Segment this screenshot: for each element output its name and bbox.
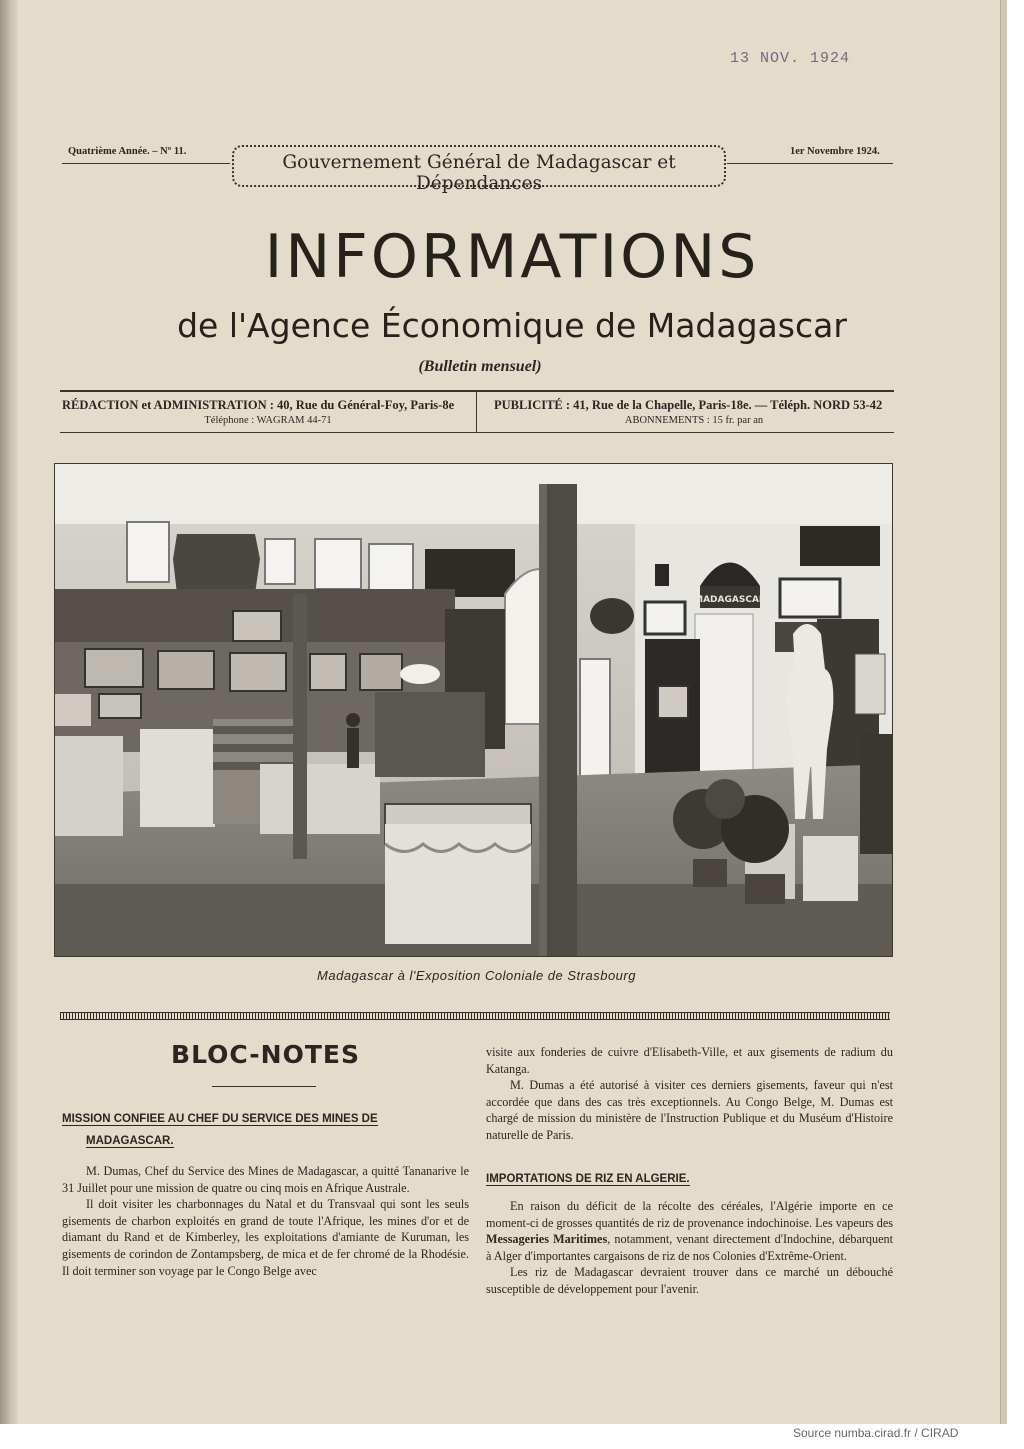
photo-caption: Madagascar à l'Exposition Coloniale de Strasbourg — [317, 968, 636, 983]
mission-heading-line-2: MADAGASCAR. — [86, 1135, 174, 1147]
title-underline — [212, 1086, 316, 1087]
issue-date: 1er Novembre 1924. — [790, 146, 880, 157]
right-column-text-top — [486, 1044, 893, 1144]
riz-paragraph-1-company: Messageries Maritimes — [486, 1232, 608, 1247]
riz-heading — [486, 1168, 893, 1190]
source-credit: Source numba.cirad.fr / CIRAD — [793, 1426, 959, 1440]
left-column-text — [62, 1163, 469, 1279]
exhibition-hall-illustration — [55, 464, 892, 956]
page-edge — [1000, 0, 1007, 1424]
section-title: BLOC-NOTES — [171, 1040, 360, 1069]
stand-banner: MADAGASCAR — [694, 595, 766, 605]
redaction-address: RÉDACTION et ADMINISTRATION : 40, Rue du Général-Foy, Paris-8e — [62, 398, 455, 412]
right-column-text-bottom — [486, 1198, 893, 1298]
redaction-phone: Téléphone : WAGRAM 44-71 — [204, 415, 332, 426]
masthead-divider — [476, 391, 477, 432]
publicite-address: PUBLICITÉ : 41, Rue de la Chapelle, Paris-18e. — Téléph. NORD 53-42 — [494, 398, 883, 412]
riz-paragraph-1 — [486, 1198, 893, 1264]
rule-right — [727, 163, 893, 164]
reception-date-stamp: 13 NOV. 1924 — [730, 50, 851, 67]
issue-number: Quatrième Année. – Nº 11. — [68, 146, 187, 157]
section-separator — [60, 1012, 890, 1020]
masthead-rule — [60, 432, 894, 433]
journal-title: INFORMATIONS — [264, 222, 760, 292]
mission-heading-line-1: MISSION CONFIEE AU CHEF DU SERVICE DES MINES DE — [62, 1113, 378, 1125]
mission-heading — [62, 1108, 469, 1152]
page-binding — [0, 0, 18, 1424]
riz-paragraph-2: Les riz de Madagascar devraient trouver dans ce marché un débouché susceptible de développement pour l'avenir. — [486, 1265, 893, 1296]
journal-subtitle: de l'Agence Économique de Madagascar — [177, 306, 847, 345]
government-title: Gouvernement Général de Madagascar et Dépendances — [282, 152, 676, 194]
riz-heading-text: IMPORTATIONS DE RIZ EN ALGERIE. — [486, 1173, 690, 1185]
riz-paragraph-1-a: En raison du déficit de la récolte des céréales, l'Algérie importe en ce moment-ci de grosses quantités de riz de provenance indochinoise. Les vapeurs des — [486, 1199, 893, 1230]
masthead-rule — [60, 390, 894, 392]
exhibition-photo — [54, 463, 893, 957]
rule-left — [62, 163, 230, 164]
mission-paragraph-1: M. Dumas, Chef du Service des Mines de Madagascar, a quitté Tananarive le 31 Juillet pour une mission de quatre ou cinq mois en Afrique Australe. — [62, 1164, 469, 1195]
riz-paragraph-1-b: , notamment, venant directement d'Indochine, débarquent à Alger d'importantes cargaisons de riz de nos Colonies d'Extrême-Orient. — [486, 1232, 893, 1263]
mission-paragraph-2: Il doit visiter les charbonnages du Natal et du Transvaal qui sont les seuls gisements de charbon exploités en grand de toute l'Afrique, les mines d'or et de diamant du Rand et de Kimberley, les exploitations d'amiante de Kuruman, les gisements de corindon de Zontampsberg, de mica et de fer chromé de la Rhodésie. Il doit terminer son voyage par le Congo Belge avec — [62, 1197, 469, 1278]
mission-paragraph-3: M. Dumas a été autorisé à visiter ces derniers gisements, faveur qui n'est accordée que dans des cas très exceptionnels. Au Congo Belge, M. Dumas est chargé de mission du ministère de l'Instruction Publique et du Muséum d'Histoire naturelle de Paris. — [486, 1078, 893, 1142]
mission-paragraph-2-continued: visite aux fonderies de cuivre d'Elisabeth-Ville, et aux gisements de radium du Katanga. — [486, 1045, 893, 1076]
subscription-price: ABONNEMENTS : 15 fr. par an — [624, 415, 764, 426]
bulletin-label: (Bulletin mensuel) — [418, 358, 542, 375]
